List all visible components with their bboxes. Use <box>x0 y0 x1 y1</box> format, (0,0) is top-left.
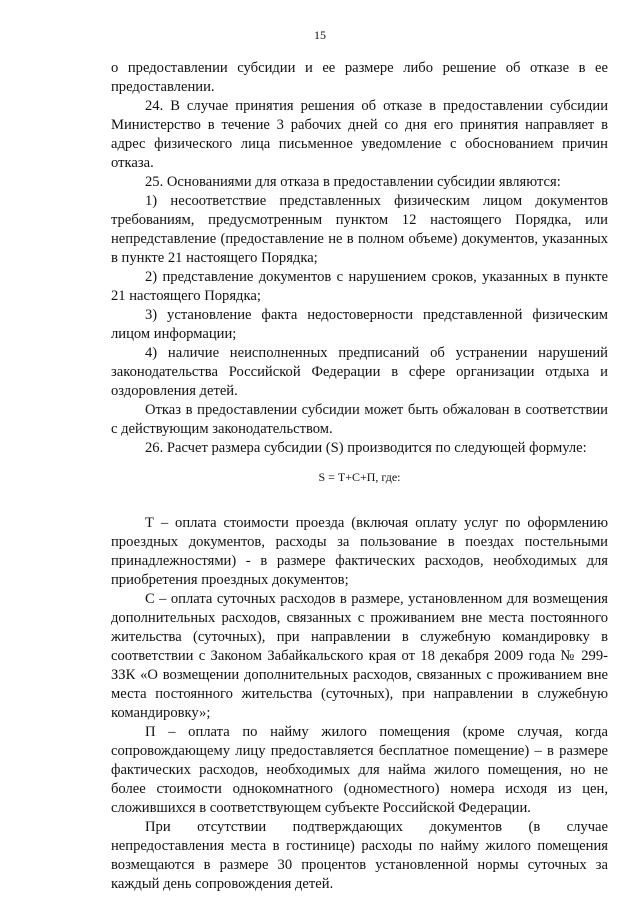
list-item-3: 3) установление факта недостоверности представленной физическим лицом информации; <box>111 307 608 342</box>
definition-c: С – оплата суточных расходов в размере, установленном для возмещения дополнительных расходов, связанных с проживанием вне места постоянного жительства (суточных), при направлении в служебную командировку в соответствии с Законом Забайкальского края от 18 декабря 2009 года № 299-ЗЗК «О возмещении дополнительных расходов, связанных с проживанием вне места постоянного жительства (суточных), при направлении в служебную командировку»; <box>111 591 608 721</box>
list-item-4: 4) наличие неисполненных предписаний об устранении нарушений законодательства Российской Федерации в сфере организации отдыха и оздоровления детей. <box>111 345 608 399</box>
definition-t: Т – оплата стоимости проезда (включая оплату услуг по оформлению проездных документов, расходы за пользование в поездах постельными принадлежностями) - в размере фактических расходов, необходимых для приобретения проездных документов; <box>111 515 608 588</box>
document-body <box>111 59 608 894</box>
subsidy-formula: S = Т+С+П, где: <box>318 470 401 484</box>
list-item-1: 1) несоответствие представленных физическим лицом документов требованиям, предусмотренным пунктом 12 настоящего Порядка, или непредставление (предоставление не в полном объеме) документов, указанных в пункте 21 настоящего Порядка; <box>111 193 608 266</box>
list-item-2: 2) представление документов с нарушением сроков, указанных в пункте 21 настоящего Порядка; <box>111 269 608 304</box>
definition-p: П – оплата по найму жилого помещения (кроме случая, когда сопровождающему лицу предоставляется бесплатное помещение) – в размере фактических расходов, необходимых для найма жилого помещения, но не более стоимости однокомнатного (одноместного) номера исходя из цен, сложившихся в соответствующем субъекте Российской Федерации. <box>111 724 608 816</box>
page-number: 15 <box>314 28 326 42</box>
paragraph-25: 25. Основаниями для отказа в предоставлении субсидии являются: <box>145 174 561 190</box>
paragraph-continuation: о предоставлении субсидии и ее размере либо решение об отказе в ее предоставлении. <box>111 60 608 95</box>
paragraph-24: 24. В случае принятия решения об отказе в предоставлении субсидии Министерство в течение 3 рабочих дней со дня его принятия направляет в адрес физического лица письменное уведомление с обоснованием причин отказа. <box>111 98 608 171</box>
paragraph-26: 26. Расчет размера субсидии (S) производится по следующей формуле: <box>145 440 587 456</box>
no-documents-paragraph: При отсутствии подтверждающих документов (в случае непредоставления места в гостинице) расходы по найму жилого помещения возмещаются в размере 30 процентов установленной нормы суточных за каждый день сопровождения детей. <box>111 819 608 892</box>
appeal-paragraph: Отказ в предоставлении субсидии может быть обжалован в соответствии с действующим законодательством. <box>111 402 608 437</box>
